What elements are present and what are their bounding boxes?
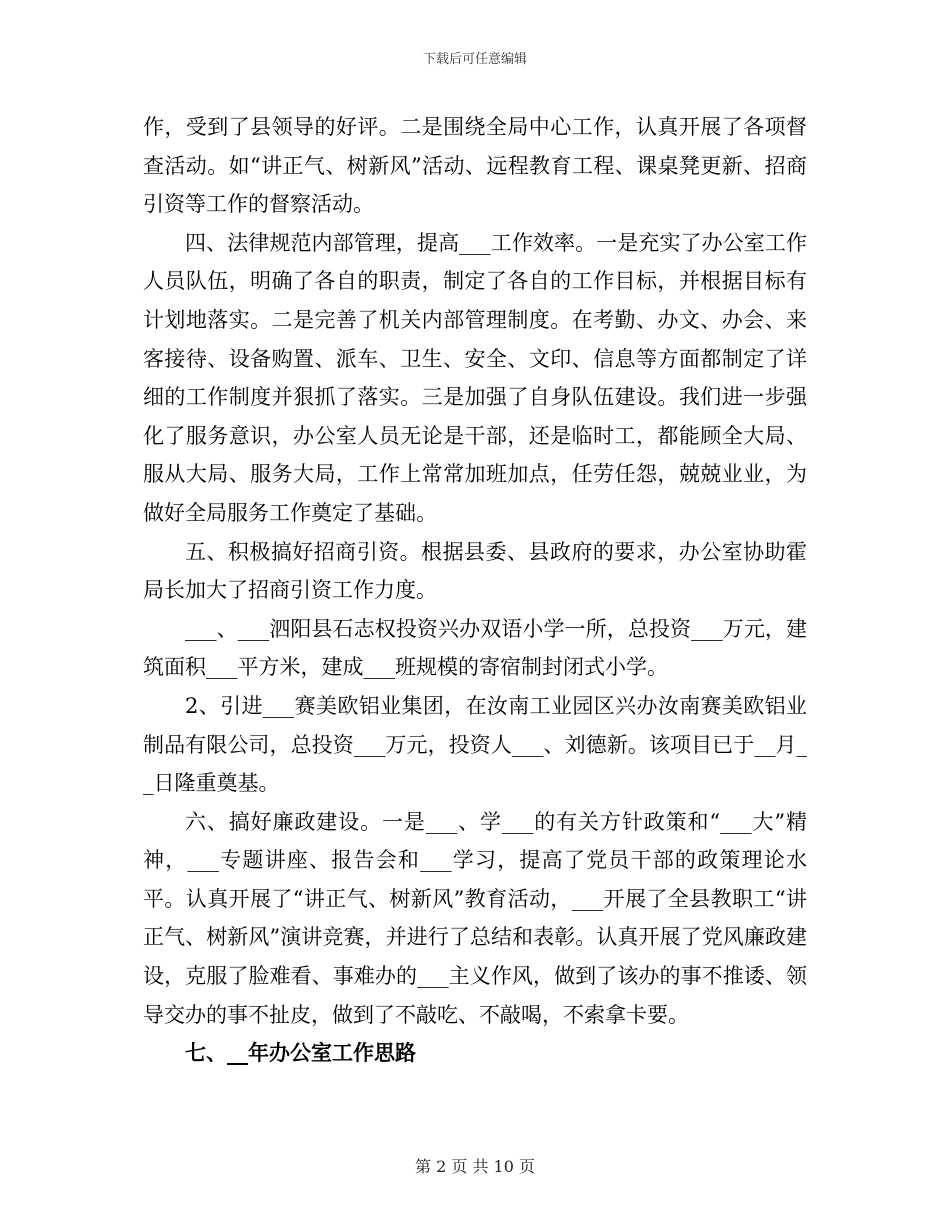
paragraph-section-five: 五、积极搞好招商引资。根据县委、县政府的要求，办公室协助霍局长加大了招商引资工作力度。 [143, 539, 807, 603]
page-header: 下载后可任意编辑 [422, 52, 527, 67]
paragraph-section-six: 六、搞好廉政建设。一是___、学___的有关方针政策和“___大”精神，___专题讲座、报告会和___学习，提高了党员干部的政策理论水平。认真开展了“讲正气、树新风”教育活动，___开展了全县教职工“讲正气、树新风”演讲竞赛，并进行了总结和表彰。认真开展了党风廉政建设，克服了脸难看、事难办的___主义作风，做到了该办的事不推诿、领导交办的事不扯皮，做到了不敲吃、不敲喝，不索拿卡要。 [143, 809, 807, 1027]
document-body [143, 108, 807, 1073]
section-heading: 七、__年办公室工作思路 [185, 1041, 416, 1066]
paragraph-section-four: 四、法律规范内部管理，提高___工作效率。一是充实了办公室工作人员队伍，明确了各自的职责，制定了各自的工作目标，并根据目标有计划地落实。二是完善了机关内部管理制度。在考勤、办文、办会、来客接待、设备购置、派车、卫生、安全、文印、信息等方面都制定了详细的工作制度并狠抓了落实。三是加强了自身队伍建设。我们进一步强化了服务意识，办公室人员无论是干部，还是临时工，都能顾全大局、服从大局、服务大局，工作上常常加班加点，任劳任怨，兢兢业业，为做好全局服务工作奠定了基础。 [143, 230, 807, 525]
paragraph-item-two: 2、引进___赛美欧铝业集团，在汝南工业园区兴办汝南赛美欧铝业制品有限公司，总投资___万元，投资人___、刘德新。该项目已于__月__日隆重奠基。 [143, 693, 807, 796]
paragraph-continuation: 作，受到了县领导的好评。二是围绕全局中心工作，认真开展了各项督查活动。如“讲正气、树新风”活动、远程教育工程、课桌凳更新、招商引资等工作的督察活动。 [143, 115, 807, 217]
paragraph-item-one: ___、___泗阳县石志权投资兴办双语小学一所，总投资___万元，建筑面积___平方米，建成___班规模的寄宿制封闭式小学。 [143, 616, 807, 680]
page-number: 第 2 页 共 10 页 [415, 1157, 535, 1176]
